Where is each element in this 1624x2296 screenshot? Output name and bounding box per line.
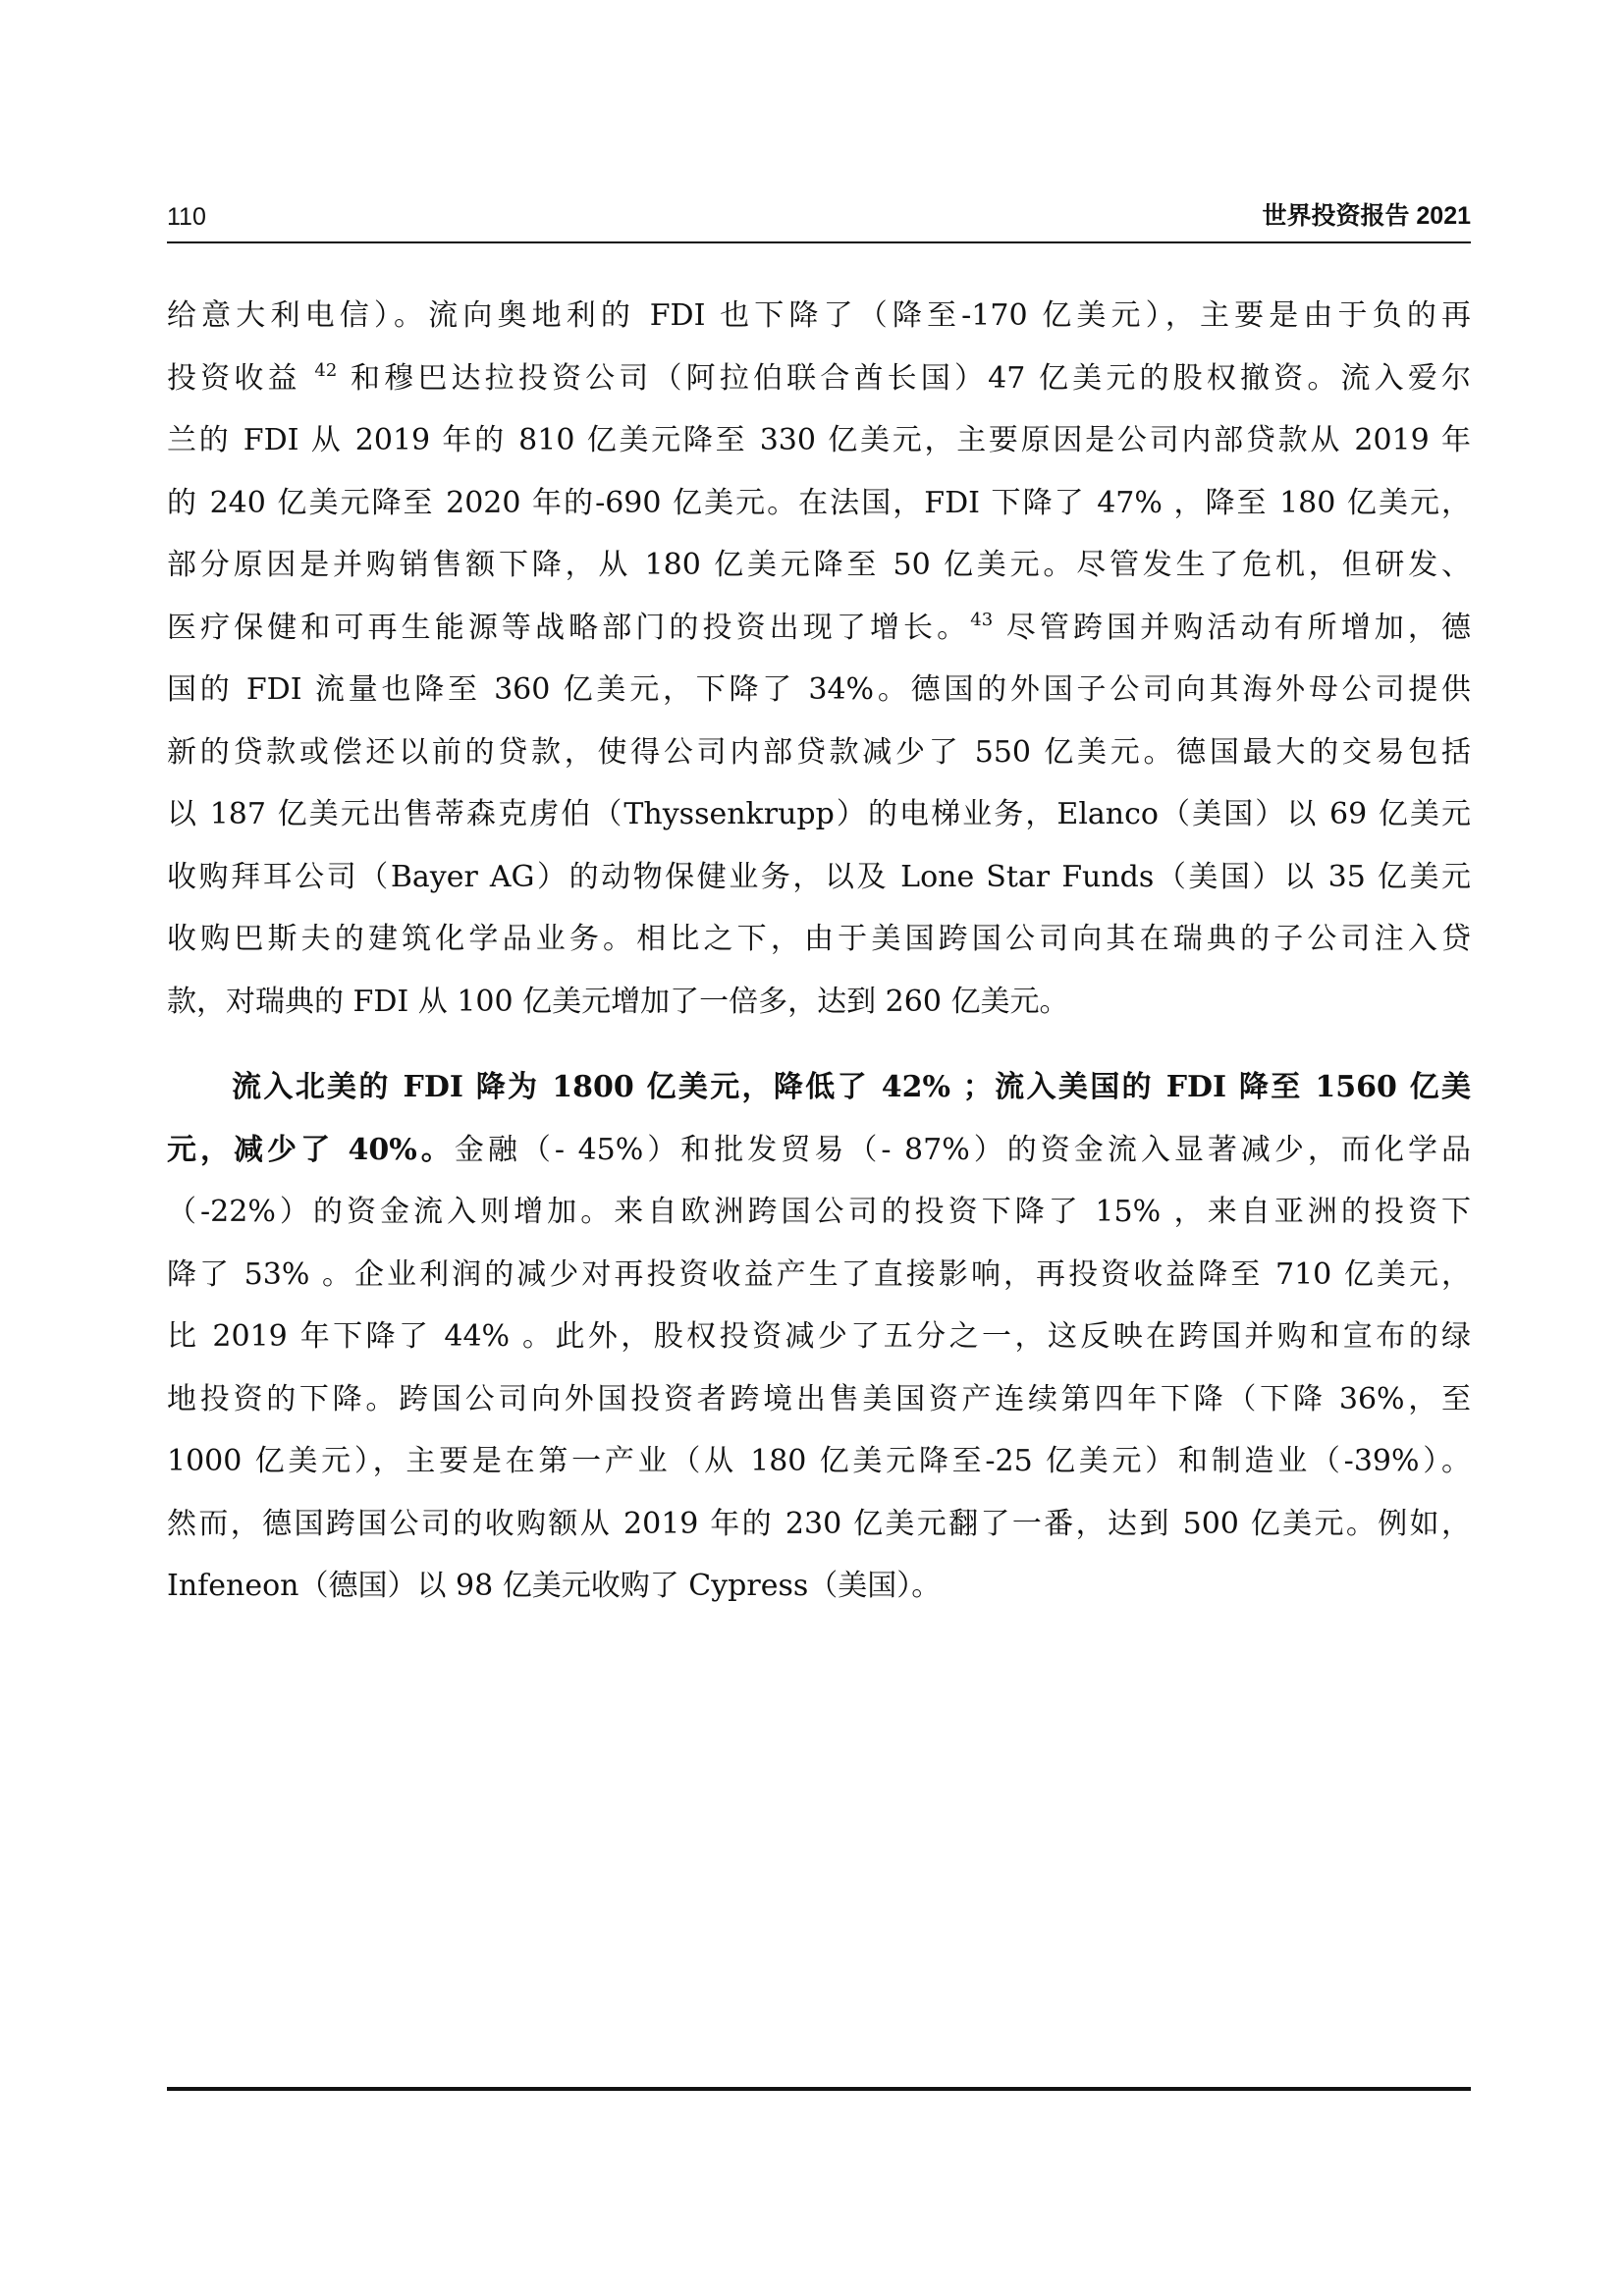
text-line xyxy=(167,1119,1471,1182)
text-line xyxy=(167,597,1471,660)
text-line: 新的贷款或偿还以前的贷款，使得公司内部贷款减少了 550 亿美元。德国最大的交易包括 xyxy=(167,734,1471,770)
text-line: 然而，德国跨国公司的收购额从 2019 年的 230 亿美元翻了一番，达到 500 亿美元。例如， xyxy=(167,1506,1471,1541)
footnote-ref: 43 xyxy=(970,609,994,630)
text-line: 以 187 亿美元出售蒂森克虏伯（Thyssenkrupp）的电梯业务，Elanco（美国）以 69 亿美元 xyxy=(167,797,1471,831)
text-line: 1000 亿美元），主要是在第一产业（从 180 亿美元降至-25 亿美元）和制造业（-39%）。 xyxy=(167,1444,1471,1478)
text-line: Infeneon（德国）以 98 亿美元收购了 Cypress（美国）。 xyxy=(167,1569,942,1603)
paragraph-europe-fdi xyxy=(167,285,1471,1033)
text-line: 地投资的下降。跨国公司向外国投资者跨境出售美国资产连续第四年下降（下降 36%，至 xyxy=(167,1381,1471,1416)
text-span: 和穆巴达拉投资公司（阿拉伯联合酋长国）47 亿美元的股权撤资。流入爱尔 xyxy=(337,360,1471,396)
text-line: 款，对瑞典的 FDI 从 100 亿美元增加了一倍多，达到 260 亿美元。 xyxy=(167,984,1069,1019)
text-line: 收购拜耳公司（Bayer AG）的动物保健业务，以及 Lone Star Funds（美国）以 35 亿美元 xyxy=(167,859,1471,894)
text-line: 降了 53% 。企业利润的减少对再投资收益产生了直接影响，再投资收益降至 710 亿美元， xyxy=(167,1256,1471,1292)
text-span-bold: 元，减少了 40%。 xyxy=(167,1132,455,1167)
text-span: 尽管跨国并购活动有所增加，德 xyxy=(993,610,1471,645)
page-header xyxy=(167,192,1471,243)
text-line: 的 240 亿美元降至 2020 年的-690 亿美元。在法国，FDI 下降了 47% ，降至 180 亿美元， xyxy=(167,485,1471,520)
text-line: 部分原因是并购销售额下降，从 180 亿美元降至 50 亿美元。尽管发生了危机，但研发、 xyxy=(167,548,1471,582)
running-title: 世界投资报告 2021 xyxy=(1262,202,1471,230)
body-text xyxy=(167,285,1471,1618)
text-line-bold: 流入北美的 FDI 降为 1800 亿美元，降低了 42% ；流入美国的 FDI 降至 1560 亿美 xyxy=(232,1070,1471,1104)
text-line: （-22%）的资金流入则增加。来自欧洲跨国公司的投资下降了 15% ，来自亚洲的投资下 xyxy=(167,1195,1471,1229)
text-span: 医疗保健和可再生能源等战略部门的投资出现了增长。 xyxy=(167,610,971,645)
text-line: 国的 FDI 流量也降至 360 亿美元，下降了 34%。德国的外国子公司向其海外母公司提供 xyxy=(167,672,1471,707)
text-line: 收购巴斯夫的建筑化学品业务。相比之下，由于美国跨国公司向其在瑞典的子公司注入贷 xyxy=(167,922,1471,956)
text-line: 比 2019 年下降了 44% 。此外，股权投资减少了五分之一，这反映在跨国并购和宣布的绿 xyxy=(167,1319,1471,1354)
text-span: 投资收益 xyxy=(167,360,315,396)
text-line: 给意大利电信）。流向奥地利的 FDI 也下降了（降至-170 亿美元），主要是由于负的再 xyxy=(167,298,1471,333)
footer-rule xyxy=(167,2087,1471,2091)
footnote-ref: 42 xyxy=(314,359,338,381)
text-line xyxy=(167,347,1471,410)
paragraph-north-america-fdi xyxy=(167,1056,1471,1618)
paragraph-gap xyxy=(167,1033,1471,1056)
page-number: 110 xyxy=(167,203,206,231)
text-line: 兰的 FDI 从 2019 年的 810 亿美元降至 330 亿美元，主要原因是公司内部贷款从 2019 年 xyxy=(167,423,1471,457)
text-span: 金融（- 45%）和批发贸易（- 87%）的资金流入显著减少，而化学品 xyxy=(454,1132,1471,1167)
